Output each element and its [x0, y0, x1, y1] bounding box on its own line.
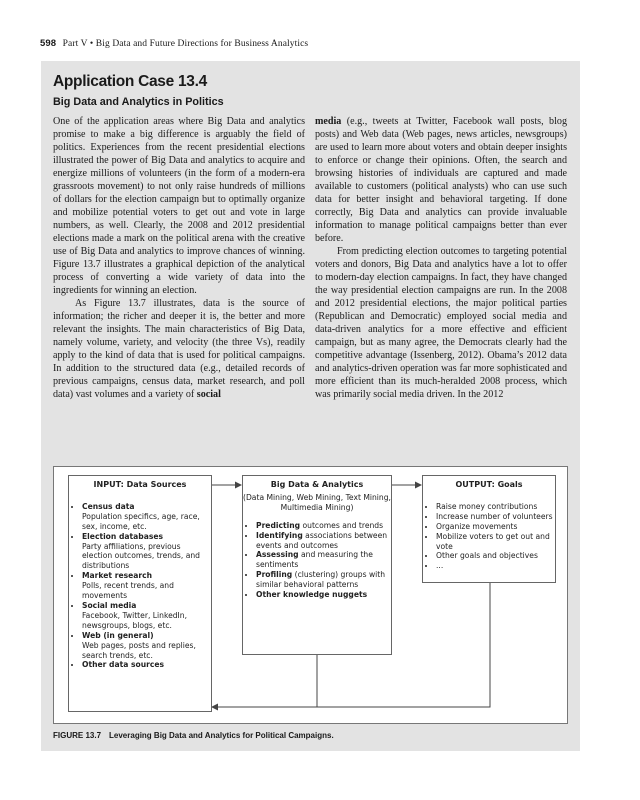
left-paragraph-2-bold: social — [196, 389, 221, 400]
input-item: • Web (in general) Web pages, posts and replies, search trends, etc. — [82, 631, 211, 661]
input-title: INPUT: Data Sources — [93, 480, 187, 489]
page-number: 598 — [40, 38, 57, 49]
output-item: • Increase number of volunteers — [436, 512, 555, 522]
analytics-item: • Other knowledge nuggets — [256, 590, 391, 600]
figure-label: FIGURE 13.7 — [53, 731, 102, 740]
analytics-box — [242, 475, 392, 655]
input-item: • Election databases Party affiliations, previous election outcomes, trends, and distributions — [82, 532, 211, 572]
figure-13-7 — [53, 466, 568, 724]
output-item: • Organize movements — [436, 522, 555, 532]
output-item: • Other goals and objectives — [436, 551, 555, 561]
output-item: • Mobilize voters to get out and vote — [436, 532, 555, 552]
input-item: • Social media Facebook, Twitter, LinkedIn, newsgroups, blogs, etc. — [82, 601, 211, 631]
right-column — [315, 115, 567, 401]
case-subtitle: Big Data and Analytics in Politics — [53, 96, 224, 108]
right-paragraph-1-bold: media — [315, 116, 342, 127]
analytics-title: Big Data & Analytics — [270, 480, 364, 489]
input-item: • Market research Polls, recent trends, and movements — [82, 571, 211, 601]
figure-caption-text: Leveraging Big Data and Analytics for Political Campaigns. — [109, 731, 334, 740]
input-list — [69, 502, 211, 670]
left-column — [53, 115, 305, 401]
input-box — [68, 475, 212, 712]
application-case-panel — [41, 61, 580, 751]
analytics-subtitle: (Data Mining, Web Mining, Text Mining, Multimedia Mining) — [243, 492, 391, 512]
output-title: OUTPUT: Goals — [455, 480, 523, 489]
case-title: Application Case 13.4 — [53, 73, 207, 90]
analytics-item: • Identifying associations between events and outcomes — [256, 531, 391, 551]
running-header — [40, 38, 308, 49]
left-paragraph-1: One of the application areas where Big Data and analytics promise to make a big difference is arguably the field of politics. Experiences from the recent presidential elections illustrated the power of Big Data and analytics to acquire and energize millions of volunteers (in the form of a modern-era grassroots movement) to not only raise hundreds of millions of dollars for the election campaign but to optimally organize and mobilize potential voters to get out and vote in large numbers, as well. Clearly, the 2008 and 2012 presidential elections made a mark on the political arena with the creative use of Big Data and analytics to improve chances of winning. Figure 13.7 illustrates a graphical depiction of the analytical process of converting a wide variety of data into the ingredients for winning an election. — [53, 116, 305, 296]
figure-caption — [53, 731, 334, 740]
right-paragraph-1-text: (e.g., tweets at Twitter, Facebook wall posts, blog posts) and Web data (Web pages, news articles, newsgroups) are used to learn more about voters and obtain deeper insights to enforce or change their opinions. Often, the search and browsing histories of individuals are captured and made available to customers (political analysts) who can use such data for better insight and behavioral targeting. If done correctly, Big Data and analytics can provide invaluable information to manage political campaigns better than ever before. — [315, 116, 567, 244]
input-item: • Census data Population specifics, age, race, sex, income, etc. — [82, 502, 211, 532]
running-title: Part V • Big Data and Future Directions for Business Analytics — [62, 39, 309, 49]
right-paragraph-1 — [315, 115, 567, 245]
right-paragraph-2: From predicting election outcomes to targeting potential voters and donors, Big Data and analytics have a lot to offer to modern-day election campaigns. In fact, they have changed the way presidential election campaigns are run. In the 2008 and 2012 presidential elections, the major political parties (Republican and Democratic) employed social media and data-driven analytics for a more effective and efficient campaign, but as many agree, the Democrats clearly had the competitive advantage (Issenberg, 2012). Obama’s 2012 data and analytics-driven operation was far more sophisticated and more efficient than its much-heralded 2008 process, which was primarily social media driven. In the 2012 — [315, 246, 567, 400]
input-item: • Other data sources — [82, 660, 211, 670]
output-list — [423, 502, 555, 571]
output-item: • Raise money contributions — [436, 502, 555, 512]
analytics-item: • Profiling (clustering) groups with similar behavioral patterns — [256, 570, 391, 590]
analytics-item: • Assessing and measuring the sentiments — [256, 550, 391, 570]
left-paragraph-2-text: As Figure 13.7 illustrates, data is the source of information; the richer and deeper it is, the better and more relevant the insights. The main characteristics of Big Data, namely volume, variety, and velocity (the three Vs), readily apply to the kind of data that is used for political campaigns. In addition to the structured data (e.g., detailed records of previous campaigns, census data, market research, and poll data) vast volumes and a variety of — [53, 298, 305, 400]
analytics-list — [243, 521, 391, 600]
analytics-item: • Predicting outcomes and trends — [256, 521, 391, 531]
output-box — [422, 475, 556, 583]
output-item: • ... — [436, 561, 555, 571]
left-paragraph-2 — [53, 297, 305, 401]
